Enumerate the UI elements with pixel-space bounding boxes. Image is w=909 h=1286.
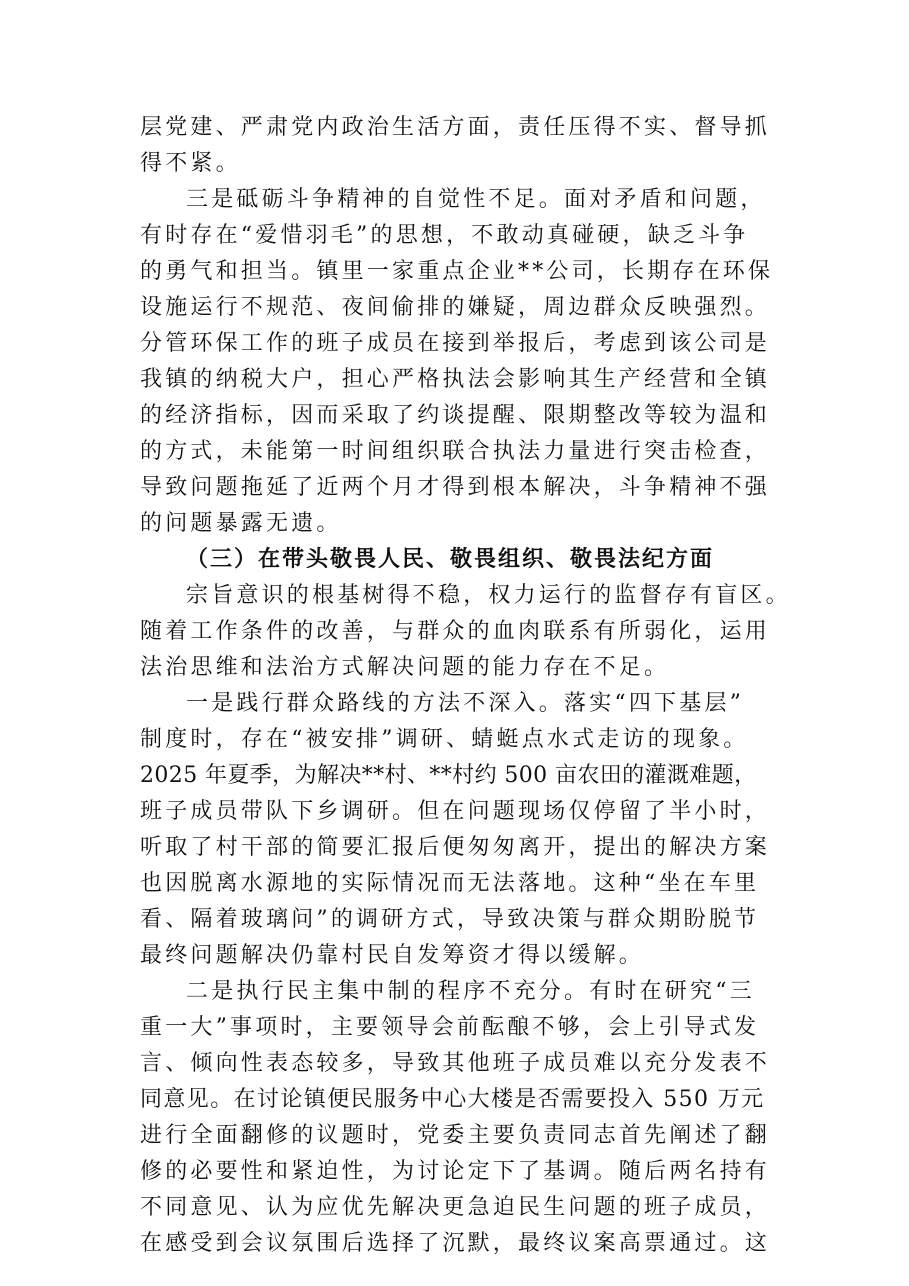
paragraph-line: 随着工作条件的改善，与群众的血肉联系有所弱化，运用 bbox=[140, 619, 771, 644]
paragraph-line: 不同意见、认为应优先解决更急迫民生问题的班子成员， bbox=[140, 1195, 771, 1220]
paragraph-line: 进行全面翻修的议题时，党委主要负责同志首先阐述了翻 bbox=[140, 1123, 771, 1148]
paragraph-line: 也因脱离水源地的实际情况而无法落地。这种“坐在车里 bbox=[140, 871, 760, 896]
paragraph-line: 法治思维和法治方式解决问题的能力存在不足。 bbox=[140, 655, 670, 680]
paragraph-line: 我镇的纳税大户，担心严格执法会影响其生产经营和全镇 bbox=[140, 367, 771, 392]
paragraph-line: 一是践行群众路线的方法不深入。落实“四下基层” bbox=[186, 691, 745, 716]
paragraph-line: 2025 年夏季，为解决**村、**村约 500 亩农田的灌溉难题， bbox=[140, 763, 757, 788]
section-heading: （三）在带头敬畏人民、敬畏组织、敬畏法纪方面 bbox=[186, 547, 715, 572]
paragraph-line: 二是执行民主集中制的程序不充分。有时在研究“三 bbox=[186, 979, 755, 1004]
paragraph-line: 在感受到会议氛围后选择了沉默，最终议案高票通过。这 bbox=[140, 1231, 771, 1256]
paragraph-line: 有时存在“爱惜羽毛”的思想，不敢动真碰硬，缺乏斗争 bbox=[140, 223, 749, 248]
paragraph-line: 的勇气和担当。镇里一家重点企业**公司，长期存在环保 bbox=[140, 259, 774, 284]
paragraph-line: 导致问题拖延了近两个月才得到根本解决，斗争精神不强 bbox=[140, 475, 771, 500]
paragraph-line: 宗旨意识的根基树得不稳，权力运行的监督存有盲区。 bbox=[186, 583, 791, 608]
paragraph-line: 层党建、严肃党内政治生活方面，责任压得不实、督导抓 bbox=[140, 115, 771, 140]
paragraph-line: 看、隔着玻璃问”的调研方式，导致决策与群众期盼脱节 bbox=[140, 907, 760, 932]
paragraph-line: 三是砥砺斗争精神的自觉性不足。面对矛盾和问题， bbox=[186, 187, 766, 212]
paragraph-line: 得不紧。 bbox=[140, 151, 241, 176]
paragraph-line: 的问题暴露无遗。 bbox=[140, 511, 342, 536]
paragraph-line: 最终问题解决仍靠村民自发筹资才得以缓解。 bbox=[140, 943, 645, 968]
paragraph-line: 修的必要性和紧迫性，为讨论定下了基调。随后两名持有 bbox=[140, 1159, 771, 1184]
paragraph-line: 分管环保工作的班子成员在接到举报后，考虑到该公司是 bbox=[140, 331, 771, 356]
paragraph-line: 重一大”事项时，主要领导会前酝酿不够，会上引导式发 bbox=[140, 1015, 760, 1040]
paragraph-line: 言、倾向性表态较多，导致其他班子成员难以充分发表不 bbox=[140, 1051, 771, 1076]
paragraph-line: 设施运行不规范、夜间偷排的嫌疑，周边群众反映强烈。 bbox=[140, 295, 771, 320]
paragraph-line: 听取了村干部的简要汇报后便匆匆离开，提出的解决方案 bbox=[140, 835, 771, 860]
paragraph-line: 的方式，未能第一时间组织联合执法力量进行突击检查， bbox=[140, 439, 771, 464]
paragraph-line: 同意见。在讨论镇便民服务中心大楼是否需要投入 550 万元 bbox=[140, 1087, 765, 1112]
paragraph-line: 制度时，存在“被安排”调研、蜻蜓点水式走访的现象。 bbox=[140, 727, 749, 752]
paragraph-line: 的经济指标，因而采取了约谈提醒、限期整改等较为温和 bbox=[140, 403, 771, 428]
paragraph-line: 班子成员带队下乡调研。但在问题现场仅停留了半小时， bbox=[140, 799, 771, 824]
